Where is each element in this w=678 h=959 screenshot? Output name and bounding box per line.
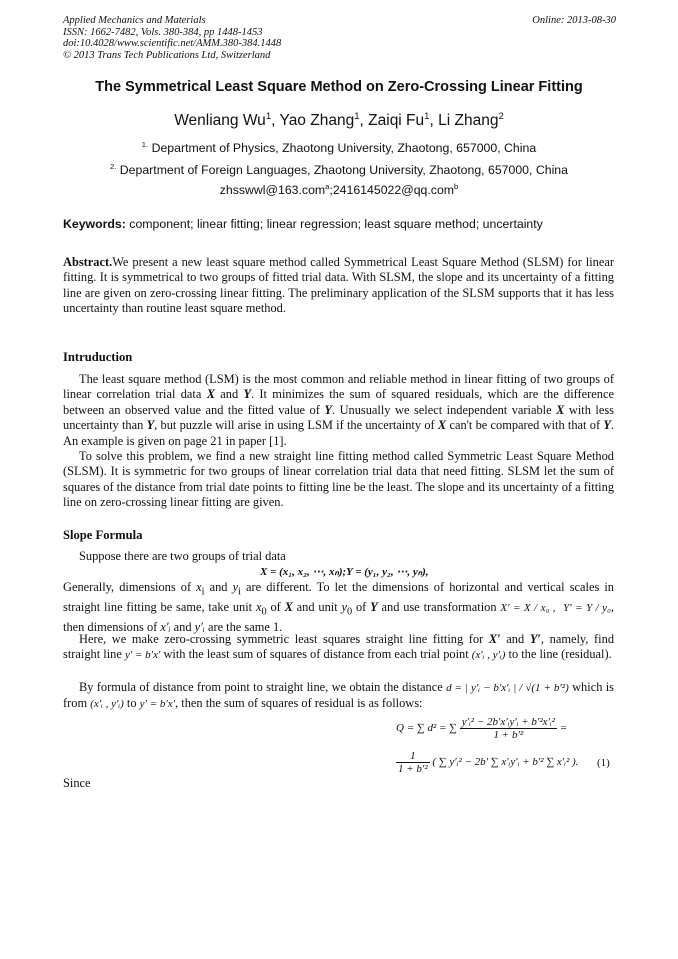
author-name: Yao Zhang bbox=[279, 112, 355, 129]
slope-paragraph-1: Suppose there are two groups of trial data bbox=[79, 549, 286, 563]
keywords bbox=[63, 217, 543, 231]
author-list: Wenliang Wu$^1$, Yao Zhang$^1$, Zaiqi Fu$^1$, Li Zhang$^2$ bbox=[174, 110, 504, 129]
paper-title: The Symmetrical Least Square Method on Zero-Crossing Linear Fitting bbox=[95, 79, 583, 95]
section-heading-slope: Slope Formula bbox=[63, 528, 143, 542]
slope-paragraph-4: By formula of distance from point to straight line, we obtain the distance d = | y′ᵢ − b′x′ᵢ | / √(1 + b′²) which is from (x′ᵢ , y′ᵢ) to y′ = b′x′, then the sum of squares of residual is as follows: bbox=[63, 680, 614, 711]
journal-name: Applied Mechanics and Materials bbox=[63, 15, 206, 26]
intro-paragraph-1: The least square method (LSM) is the most common and reliable method in linear fitting of two groups of linear correlation trial data X and Y. It minimizes the sum of squared residuals, which are the difference between an observed value and the fitted value of Y. Unusually we select independent variable X with less uncertainty than Y, but puzzle will arise in using LSM if the uncertainty of X can't be compared with that of Y. An example is given on page 21 in paper [1]. bbox=[63, 372, 615, 448]
online-date: Online: 2013-08-30 bbox=[532, 15, 616, 26]
section-heading-intro: Intruduction bbox=[63, 350, 133, 364]
slope-paragraph-3: Here, we make zero-crossing symmetric least squares straight line fitting for X′ and Y′, namely, find straight line y′ = b′x′ with the least sum of squares of distance from each trial point (x′ᵢ , y′ᵢ) to the line (residual). bbox=[63, 632, 615, 662]
equation-1-line-1: Q = ∑ d² = ∑ $\frac{\text{y′ᵢ² − 2b′x′ᵢy′ᵢ + b′²x′ᵢ²}}{\text{1 + b′²}}$ = bbox=[396, 716, 568, 741]
issn-line: ISSN: 1662-7482, Vols. 380-384, pp 1448-1453 bbox=[63, 26, 263, 38]
abstract-text: We present a new least square method called Symmetrical Least Square Method (SLSM) for linear fitting. It is symmetrical to two groups of fitted trial data. With SLSM, the slope and its uncertainty of a fitting line are given on zero-crossing linear fitting. The preliminary application of the SLSM supports that it has less uncertainty than routine least square method. bbox=[63, 255, 614, 316]
affiliation-2: $^{2.}$ Department of Foreign Languages, Zhaotong University, Zhaotong, 657000, China bbox=[110, 161, 568, 177]
abstract-label: Abstract. bbox=[63, 255, 113, 269]
copyright-line: © 2013 Trans Tech Publications Ltd, Switzerland bbox=[63, 49, 271, 61]
affiliation-1: $^{1.}$ Department of Physics, Zhaotong University, Zhaotong, 657000, China bbox=[141, 139, 537, 155]
slope-paragraph-2: Generally, dimensions of $x_i$ and $y_i$ are different. To let the dimensions of horizontal and vertical scales in straight line fitting be same, take unit $x_0$ of X and unit $y_0$ of Y and use transformation X′ = X / x₀ , Y′ = Y / y₀, then dimensions of x′ᵢ and y′ᵢ are the same 1. bbox=[63, 580, 614, 634]
abstract bbox=[63, 255, 614, 317]
author-name: Wenliang Wu bbox=[174, 112, 266, 129]
equation-number: (1) bbox=[597, 757, 610, 769]
author-name: Li Zhang bbox=[438, 112, 499, 129]
author-name: Zaiqi Fu bbox=[368, 112, 425, 129]
equation-1-line-2: $\frac{1}{\text{1 + b′²}}$ ( ∑ y′ᵢ² − 2b′ ∑ x′ᵢy′ᵢ + b′² ∑ x′ᵢ² ). bbox=[398, 750, 579, 775]
data-equation: X = (x₁, x₂, ⋯, xₙ);Y = (y₁, y₂, ⋯, yₙ), bbox=[260, 566, 429, 578]
keywords-label: Keywords: bbox=[63, 217, 126, 231]
keywords-text: component; linear fitting; linear regression; least square method; uncertainty bbox=[129, 217, 543, 231]
journal-header bbox=[63, 15, 616, 61]
intro-paragraph-2: To solve this problem, we find a new straight line fitting method called Symmetric Least Square Method (SLSM). It is symmetric for two groups of linear correlation trial data that need fitting. SLSM let the sum of squares of the distance from trial date points to fitting line be the least. The slope and its uncertainty of a fitting line on zero-crossing linear fitting are given. bbox=[63, 449, 615, 510]
distance-formula: d = | y′ᵢ − b′x′ᵢ | / √(1 + b′²) bbox=[446, 682, 569, 694]
doi-line: doi:10.4028/www.scientific.net/AMM.380-384.1448 bbox=[63, 38, 282, 49]
author-emails: zhsswwl@163.com$^a$;2416145022@qq.com$^b$ bbox=[219, 181, 459, 197]
since-text: Since bbox=[63, 776, 91, 790]
